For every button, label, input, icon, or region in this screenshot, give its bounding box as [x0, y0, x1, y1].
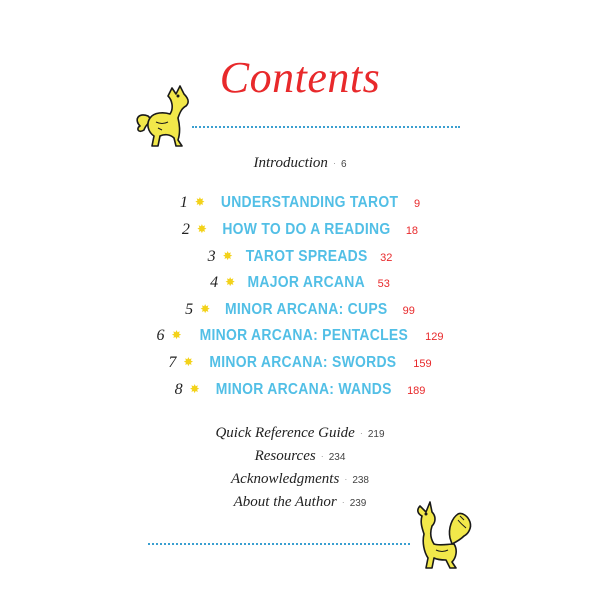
toc-chapter[interactable] — [0, 381, 600, 399]
chapter-title: MINOR ARCANA: WANDS — [215, 381, 392, 398]
chapter-title: MINOR ARCANA: CUPS — [225, 301, 388, 318]
toc-back-matter-item[interactable] — [0, 493, 600, 511]
toc-chapter[interactable] — [0, 221, 600, 239]
separator-dot: · — [359, 428, 363, 439]
back-matter-page: 219 — [367, 429, 385, 440]
chapter-number: 5 — [185, 301, 194, 318]
star-icon: ✸ — [194, 195, 205, 209]
star-icon: ✸ — [171, 328, 182, 342]
star-icon: ✸ — [189, 382, 200, 396]
back-matter-page: 234 — [328, 452, 346, 463]
chapter-number: 8 — [174, 381, 183, 398]
chapter-page: 32 — [380, 252, 393, 264]
chapter-title: HOW TO DO A READING — [222, 221, 391, 238]
chapter-title: UNDERSTANDING TAROT — [220, 194, 399, 211]
chapter-number: 2 — [181, 221, 190, 238]
chapter-page: 53 — [377, 278, 390, 290]
bottom-dotted-rule — [148, 543, 410, 545]
toc-introduction[interactable] — [0, 154, 600, 172]
chapter-number: 1 — [179, 194, 188, 211]
toc-chapter[interactable] — [0, 248, 600, 266]
chapter-title: MINOR ARCANA: SWORDS — [209, 354, 397, 371]
chapter-page: 9 — [414, 198, 421, 210]
toc-back-matter-item[interactable] — [0, 424, 600, 442]
toc-back-matter-item[interactable] — [0, 447, 600, 465]
toc-chapter[interactable] — [0, 354, 600, 372]
chapter-page: 99 — [402, 305, 415, 317]
separator-dot: · — [332, 158, 336, 169]
chapter-page: 18 — [405, 225, 419, 237]
toc-chapter[interactable] — [0, 327, 600, 345]
chapter-number: 7 — [168, 354, 177, 371]
intro-label: Introduction — [253, 155, 328, 171]
chapter-page: 129 — [425, 331, 444, 343]
chapter-title: MINOR ARCANA: PENTACLES — [199, 327, 408, 344]
toc-chapter[interactable] — [0, 274, 600, 292]
back-matter-label: Acknowledgments — [231, 471, 340, 487]
toc-back-matter-item[interactable] — [0, 470, 600, 488]
howling-dog-icon — [128, 78, 198, 156]
howling-dog-icon — [406, 494, 478, 574]
back-matter-label: About the Author — [233, 494, 337, 510]
separator-dot: · — [341, 497, 345, 508]
chapter-number: 6 — [156, 327, 165, 344]
back-matter-label: Resources — [254, 448, 316, 464]
back-matter-label: Quick Reference Guide — [215, 425, 355, 441]
separator-dot: · — [320, 451, 324, 462]
chapter-title: TAROT SPREADS — [245, 248, 368, 265]
star-icon: ✸ — [222, 249, 233, 263]
chapter-number: 4 — [210, 274, 219, 291]
chapter-number: 3 — [207, 248, 216, 265]
back-matter-page: 239 — [349, 498, 367, 509]
toc-chapter[interactable] — [0, 194, 600, 212]
intro-page: 6 — [340, 159, 347, 170]
star-icon: ✸ — [225, 275, 236, 289]
star-icon: ✸ — [183, 355, 194, 369]
chapter-page: 189 — [407, 385, 426, 397]
separator-dot: · — [344, 474, 348, 485]
toc-chapter[interactable] — [0, 301, 600, 319]
back-matter-page: 238 — [352, 475, 369, 486]
star-icon: ✸ — [200, 302, 211, 316]
star-icon: ✸ — [196, 222, 207, 236]
top-dotted-rule — [192, 126, 460, 128]
chapter-title: MAJOR ARCANA — [247, 274, 366, 291]
page-title: Contents — [219, 53, 381, 102]
chapter-page: 159 — [413, 358, 432, 370]
